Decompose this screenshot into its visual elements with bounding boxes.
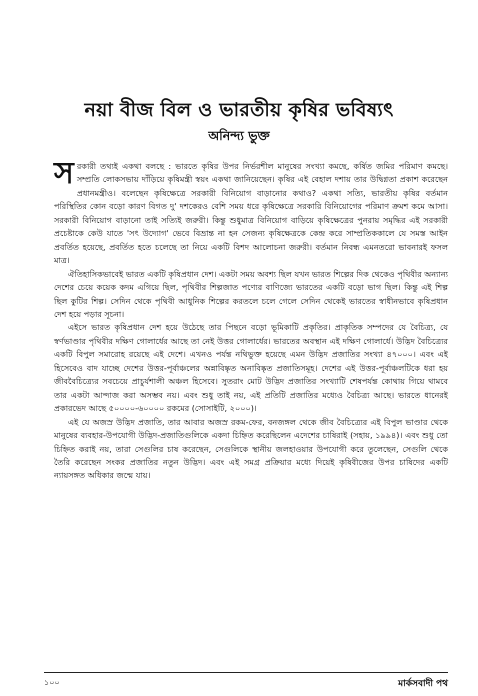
footer-divider bbox=[44, 672, 448, 673]
paragraph-2: ঐতিহাসিকভাবেই ভারত একটি কৃষিপ্রধান দেশ। একটা সময় অবশ্য ছিল যখন ভারত শিল্পের দিক থেকেও পৃথিবীর অন্যান্য দেশের চেয়ে কয়েক কদম এগিয়ে ছিল, পৃথিবীর শিল্পজাত পণ্যের বাণিজ্যে ভারতের একটি বড়ো ভাগ ছিল। কিন্তু এই শিল্প ছিল কুটির শিল্প। সেদিন থেকে পৃথিবী আধুনিক শিল্পের করতলে চলে গেলে সেদিন থেকেই ভারতের স্বাধীনভাবে কৃষিপ্রধান দেশ হয়ে পড়ার সূচনা। bbox=[54, 268, 448, 319]
article-author: অনিন্দ্য ভুক্ত bbox=[208, 128, 270, 143]
paragraph-4: এই যে অজস্র উদ্ভিদ প্রজাতি, তার আবার অজস্র রকম-ফের, বনজঙ্গল থেকে জীব বৈচিত্র্যের এই বিপুল ভাণ্ডার থেকে মানুষের ব্যবহার-উপযোগী উদ্ভিদ-প্রজাতিগুলিকে একদা চিহ্নিত করেছিলেন এদেশের চাষিরাই (সহায়, ১৯৯৪)। এবং শুধু তো চিহ্নিত করাই নয়, তারা সেগুলির চাষ করেছেন, সেগুলিকে স্থানীয় জলহাওয়ার উপযোগী করে তুলেছেন, সেগুলি থেকে তৈরি করেছেন সংকর প্রজাতির নতুন উদ্ভিদ। এবং এই সমগ্র প্রক্রিয়ার মধ্যে দিয়েই কৃষিবীজের উপর চাষিদের একটি ন্যায়সঙ্গত অধিকার জন্মে যায়। bbox=[54, 416, 448, 481]
paragraph-1-text: রকারী তথ্যই একথা বলছে : ভারতে কৃষির উপর নির্ভরশীল মানুষের সংখ্যা কমছে, কর্ষিত জমির পরিমাণ কমছে। সম্প্রতি লোকসভায় দাঁড়িয়ে কৃষিমন্ত্রী স্বয়ং একথা জানিয়েছেন। কৃষির এই বেহাল দশায় তার উদ্বিগ্নতা প্রকাশ করেছেন প্রধানমন্ত্রীও। বলেছেন কৃষিক্ষেত্রে সরকারী বিনিয়োগ বাড়ানোর কথাও? একথা সত্যি, ভারতীয় কৃষির বর্তমান পরিস্থিতির কোন বড়ো কারণ বিগত দু' দশকেরও বেশি সময় ধরে কৃষিক্ষেত্রে সরকারি বিনিয়োগের পরিমাণ ক্রমশ কমে আসা। সরকারী বিনিয়োগ বাড়ানো তাই সত্যিই জরুরী। কিন্তু শুধুমাত্র বিনিয়োগ বাড়িয়ে কৃষিক্ষেত্রের পুনরায় সমৃদ্ধির এই সরকারী প্রচেষ্টাকে কেউ যাতে 'সৎ উদ্যোগ' ভেবে বিভ্রান্ত না হন সেজন্য কৃষিক্ষেত্রকে কেন্দ্র করে সাম্প্রতিককালে যে সমস্ত আইন প্রবর্তিত হয়েছে, প্রবর্তিত হতে চলেছে তা নিয়ে একটি বিশদ আলোচনা জরুরী। বর্তমান নিবন্ধ এমনতরো ভাবনারই ফসল মাত্র। bbox=[54, 161, 448, 266]
article-title: নয়া বীজ বিল ও ভারতীয় কৃষির ভবিষ্যৎ bbox=[84, 99, 394, 121]
paragraph-3: এইসে ভারত কৃষিপ্রধান দেশ হয়ে উঠেছে তার পিছনে বড়ো ভূমিকাটি প্রকৃতির। প্রাকৃতিক সম্পদের যে বৈচিত্র্য, যে স্বর্ণভাণ্ডার পৃথিবীর দক্ষিণ গোলার্ধের আছে তা নেই উত্তর গোলার্ধের। ভারতের অবস্থান এই দক্ষিণ গোলার্ধে। উদ্ভিদ বৈচিত্র্যের একটি বিপুল সমারোহ রয়েছে এই দেশে। এখনও পর্যন্ত নথিভুক্ত হয়েছে এমন উদ্ভিদ প্রজাতির সংখ্যা ৪৭০০০। এবং এই হিসেবেও বাদ যাচ্ছে দেশের উত্তর-পূর্বাঞ্চলের অন্নাবিষ্কৃত অনাবিষ্কৃত প্রজাতিসমূহ। দেশের এই উত্তর-পূর্বাঞ্চলটিকে ধরা হয় জীববৈচিত্র্যের সবচেয়ে প্রাচুর্যশালী অঞ্চল হিসেবে। সুতরাং মোট উদ্ভিদ প্রজাতির সংখ্যাটি শেষপর্যন্ত কোথায় গিয়ে থামবে তার একটা আন্দাজ করা অসম্ভব নয়। এবং শুধু তাই নয়, এই প্রতিটি প্রজাতির মধ্যেও বৈচিত্র্য আছে। ভারতে ধানেরই প্রকারভেদ আছে ৫০০০০-৬০০০০ রকমের (সোসাইটি, ২০০০)। bbox=[54, 322, 448, 414]
page-number: ১০০ bbox=[44, 678, 60, 687]
paragraph-1 bbox=[54, 156, 448, 268]
article-body bbox=[54, 156, 448, 483]
journal-name: মার্কসবাদী পথ bbox=[398, 679, 448, 689]
drop-cap: স bbox=[54, 156, 74, 191]
